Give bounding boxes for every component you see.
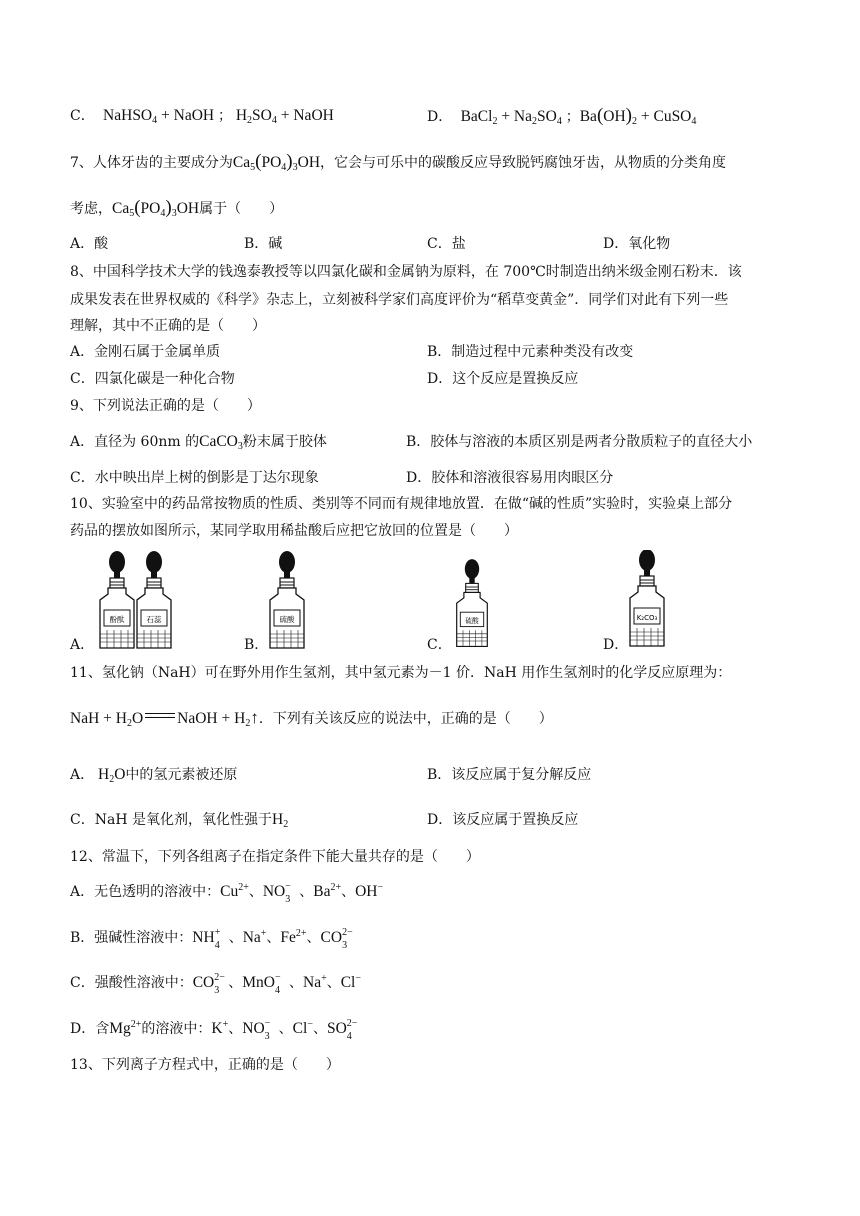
q7-option-d: D．氧化物 (603, 236, 671, 252)
option-text: D．含 (70, 1021, 110, 1037)
separator: 、 (278, 1021, 293, 1037)
ion-list: $Cu^{2+}$ (220, 882, 249, 900)
bottle-potassium-carbonate (630, 550, 664, 646)
ion: MnO − 4 (242, 972, 281, 996)
separator: 、 (248, 884, 263, 900)
formula-hydroxyapatite: $Ca_5(PO_4)_3OH$ (112, 197, 200, 219)
bottle-sulfuric-acid-b (270, 551, 304, 648)
formula-hydroxyapatite: $Ca_5(PO_4)_3OH$ (232, 151, 321, 173)
ion: $Mg^{2+}$ (109, 1019, 142, 1037)
separator: 、 (228, 975, 243, 991)
q7-stem-line1 (70, 152, 726, 173)
q7-option-a: A．酸 (70, 236, 109, 252)
ion: OH− (355, 882, 384, 900)
q8-option-c: C．四氯化碳是一种化合物 (70, 371, 235, 387)
q11-equation-line (70, 708, 553, 729)
q8-option-d: D．这个反应是置换反应 (427, 371, 579, 387)
q10-bottles-figure (0, 550, 860, 660)
option-text: NaH 是氧化剂，氧化性强于 (94, 812, 272, 828)
q8-stem-line3: 理解，其中不正确的是（ ） (70, 318, 266, 334)
q7-stem-line2 (70, 198, 283, 219)
q12-option-d (70, 1018, 361, 1042)
q9-option-a (70, 432, 327, 452)
ion: NO − 3 (262, 881, 291, 905)
bottle-sulfuric-acid-c (457, 559, 488, 646)
q9-option-d: D．胶体和溶液很容易用肉眼区分 (406, 470, 614, 486)
separator: 、 (326, 975, 341, 991)
ion: K+ (211, 1019, 229, 1037)
q6-option-d (427, 106, 696, 127)
reaction-equation: NaH + $H_2O$ NaOH + $H_2↑$ (70, 708, 259, 729)
formula: NaHSO$_4$ + NaOH (99, 107, 218, 126)
option-text: 中的氢元素被还原 (125, 767, 238, 783)
q10-option-d-label: D． (603, 637, 629, 653)
q12-option-a (70, 881, 384, 905)
equals-sign (143, 711, 177, 721)
ion: CO 2− 3 (192, 972, 225, 996)
ion: Na+ (242, 928, 267, 946)
ion: NO − 3 (242, 1018, 271, 1042)
bottle-label: 酚酞 (109, 615, 125, 624)
separator: 、 (306, 930, 321, 946)
q8-stem-line1: 8、中国科学技术大学的钱逸泰教授等以四氯化碳和金属钠为原料，在 700℃时制造出纳米级金刚石粉末．该 (70, 264, 742, 280)
q8-option-a: A．金刚石属于金属单质 (70, 344, 221, 360)
separator: 、 (341, 884, 356, 900)
q10-option-a-label: A． (70, 637, 95, 653)
q7-option-b: B．碱 (244, 236, 283, 252)
ion: SO 2− 4 (326, 1018, 358, 1042)
separator: 、 (228, 1021, 243, 1037)
q11-stem-line1: 11、氢化钠（NaH）可在野外用作生氢剂，其中氢元素为－1 价．NaH 用作生氢剂时的化学反应原理为： (70, 665, 732, 681)
q12-option-c (70, 972, 362, 996)
option-text: 的溶液中： (141, 1021, 212, 1037)
q11-option-d: D．该反应属于置换反应 (427, 812, 579, 828)
stem-text: 7、人体牙齿的主要成分为 (70, 155, 233, 171)
ion: $Ba^{2+}$ (313, 882, 342, 900)
option-label: D． (427, 109, 453, 125)
ion: Cl− (340, 973, 362, 991)
q12-stem: 12、常温下，下列各组离子在指定条件下能大量共存的是（ ） (70, 849, 480, 865)
separator: 、 (289, 975, 303, 991)
formula: $H_2SO_4$ + NaOH (231, 107, 334, 126)
formula: CaCO$_3$ (199, 433, 243, 452)
q9-option-c: C．水中映出岸上树的倒影是丁达尔现象 (70, 470, 319, 486)
separator: ； (565, 109, 580, 125)
option-text: 粉末属于胶体 (242, 434, 327, 450)
separator: ； (217, 108, 232, 124)
q7-option-c: C．盐 (427, 236, 466, 252)
separator: 、 (299, 884, 314, 900)
q10-option-c-label: C． (427, 637, 452, 653)
bottle-phenolphthalein (100, 551, 134, 648)
bottle-label: 硫酸 (279, 615, 295, 624)
q6-option-c (70, 106, 334, 126)
q13-stem: 13、下列离子方程式中，正确的是（ ） (70, 1057, 340, 1073)
ion: $Fe^{2+}$ (280, 928, 307, 946)
q10-stem-line2: 药品的摆放如图所示，某同学取用稀盐酸后应把它放回的位置是（ ） (70, 523, 518, 539)
q8-stem-line2: 成果发表在世界权威的《科学》杂志上，立刻被科学家们高度评价为“稻草变黄金”．同学们对此有下列一些 (70, 292, 729, 308)
q11-option-b: B．该反应属于复分解反应 (427, 767, 592, 783)
ion: NH + 4 (192, 927, 221, 951)
formula: BaCl$_2$ + $Na_2SO_4$ (456, 108, 562, 127)
q11-option-c (70, 810, 288, 830)
q9-option-b: B．胶体与溶液的本质区别是两者分散质粒子的直径大小 (406, 434, 753, 450)
stem-text: ．下列有关该反应的说法中，正确的是（ ） (258, 711, 553, 727)
separator: 、 (266, 930, 281, 946)
stem-text: 属于（ ） (199, 201, 284, 217)
formula: $H_2O$ (94, 766, 126, 785)
q9-stem: 9、下列说法正确的是（ ） (70, 398, 261, 414)
q10-option-b-label: B． (244, 637, 269, 653)
bottle-label: 硫酸 (465, 617, 479, 625)
q8-option-b: B．制造过程中元素种类没有改变 (427, 344, 634, 360)
option-label: C． (70, 812, 95, 828)
option-label: A． (70, 767, 95, 783)
formula: $Ba(OH)_2$ + CuSO$_4$ (579, 105, 697, 127)
q10-stem-line1: 10、实验室中的药品常按物质的性质、类别等不同而有规律地放置．在做“碱的性质”实验时，实验桌上部分 (70, 496, 733, 512)
ion: Cl− (292, 1019, 313, 1037)
ion: Na+ (303, 973, 327, 991)
option-label: C． (70, 108, 95, 124)
bottle-label: K₂CO₃ (636, 614, 658, 622)
option-text: A．无色透明的溶液中： (70, 884, 221, 900)
separator: 、 (312, 1021, 327, 1037)
stem-text: 考虑， (70, 201, 112, 217)
stem-text: ，它会与可乐中的碳酸反应导致脱钙腐蚀牙齿，从物质的分类角度 (320, 155, 727, 171)
q12-option-b (70, 927, 356, 951)
ion: CO 2− 3 (320, 927, 353, 951)
option-text: B．强碱性溶液中： (70, 930, 193, 946)
formula: $H_2$ (271, 811, 289, 830)
bottle-label: 石蕊 (146, 615, 162, 624)
option-text: A．直径为 60nm 的 (70, 434, 200, 450)
bottle-litmus (137, 551, 171, 648)
option-text: C．强酸性溶液中： (70, 975, 193, 991)
q11-option-a (70, 765, 237, 785)
separator: 、 (228, 930, 243, 946)
